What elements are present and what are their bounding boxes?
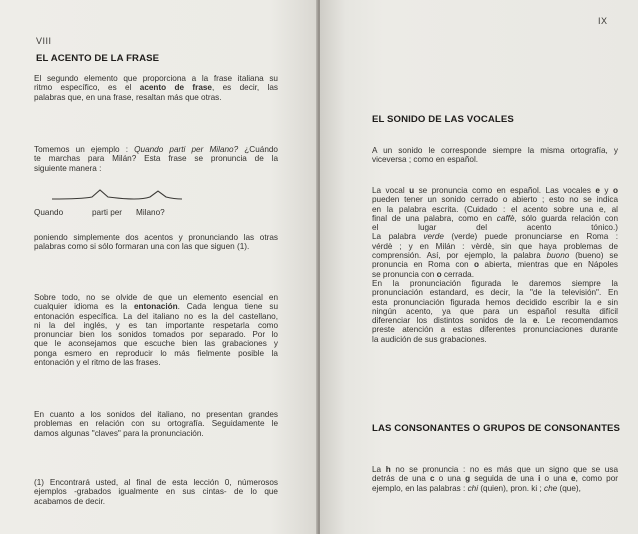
intonation-curve bbox=[34, 178, 214, 208]
bold-letter: o bbox=[474, 260, 480, 270]
paragraph-ortografia bbox=[372, 146, 618, 165]
italic-word: chi bbox=[467, 483, 479, 493]
bold-letter: e bbox=[571, 474, 576, 484]
text-span: se pronuncia con bbox=[372, 269, 437, 279]
bold-letter: o bbox=[436, 269, 442, 279]
page-number-left: VIII bbox=[36, 36, 52, 46]
text-line bbox=[34, 83, 278, 92]
bold-letter: c bbox=[429, 474, 435, 484]
text-line: Sobre todo, no se olvide de que un elemento esencial en bbox=[34, 293, 278, 302]
text-line: pronunciación estandard, es decir, la "de la televisión". En bbox=[372, 288, 618, 298]
text-line: entonación y el ritmo de las frases. bbox=[34, 358, 161, 368]
paragraph-vocales bbox=[372, 186, 618, 344]
right-page bbox=[320, 0, 638, 534]
text-span: seguida de una bbox=[470, 474, 539, 484]
text-line: en la palabra escrita. (Cuidado : el acento sobre una e, al bbox=[372, 204, 618, 214]
text-line: ni la del inglés, y es tan importante respetarla como bbox=[34, 320, 278, 330]
text-span: , como por bbox=[575, 474, 618, 484]
bold-letter: e bbox=[532, 316, 538, 326]
text-line: vérdè ; y en Milán : vèrdè, sin que haya problemas de bbox=[372, 241, 618, 251]
text-line bbox=[372, 251, 618, 260]
text-line: preste atención a estas diferentes pronunciaciones durante bbox=[372, 325, 618, 335]
text-span: ritmo específico, es el bbox=[34, 83, 140, 93]
text-span: . Le recomendamos bbox=[537, 316, 618, 326]
text-span: final de una palabra, como en bbox=[372, 213, 497, 223]
text-line bbox=[372, 214, 618, 223]
text-line: viceversa ; como en español. bbox=[372, 155, 479, 165]
bold-letter: o bbox=[612, 186, 618, 195]
text-span: (que), bbox=[557, 483, 581, 493]
text-span: Tomemos un ejemplo : bbox=[34, 145, 135, 154]
paragraph-consonantes bbox=[372, 465, 618, 493]
text-line bbox=[372, 474, 618, 483]
bold-term: entonación bbox=[133, 302, 178, 312]
text-line: la audición de sus grabaciones. bbox=[372, 334, 487, 344]
bold-letter: u bbox=[409, 186, 415, 195]
text-line: ningún acento, ya que para un español resulta difícil bbox=[372, 306, 618, 316]
text-span: abierta, mientras que en Nápoles bbox=[479, 260, 618, 270]
text-line: acabamos de decir. bbox=[34, 496, 106, 506]
left-page bbox=[0, 0, 318, 534]
italic-word: che bbox=[544, 483, 558, 493]
text-line: A un sonido le corresponde siempre la misma ortografía, y bbox=[372, 146, 618, 155]
text-line: El segundo elemento que proporciona a la frase italiana su bbox=[34, 74, 278, 83]
heading-consonantes: LAS CONSONANTES O GRUPOS DE CONSONANTES bbox=[372, 423, 621, 434]
text-line: (1) Encontrará usted, al final de esta lección 0, númerosos bbox=[34, 478, 278, 487]
page-number-right: IX bbox=[598, 16, 608, 26]
text-line: esta pronunciación figurada hemos decidido escribir la e sin bbox=[372, 297, 618, 307]
text-line: que le aconsejamos que escuche bien las grabaciones y bbox=[34, 339, 278, 349]
intonation-word: Milano? bbox=[136, 208, 165, 217]
text-span: . Cada lengua tiene su bbox=[177, 302, 279, 312]
text-span: detrás de una bbox=[372, 474, 430, 484]
bold-letter: e bbox=[595, 186, 600, 195]
text-span: ejemplo, en las palabras : bbox=[372, 483, 468, 493]
text-line bbox=[34, 145, 278, 154]
intonation-line bbox=[52, 190, 182, 199]
italic-word: caffè bbox=[496, 213, 515, 223]
text-line: En la pronunciación figurada le daremos siempre la bbox=[372, 278, 618, 288]
text-line: problemas en relación con su ortografía. Seguidamente le bbox=[34, 419, 278, 429]
text-span: (verde) puede pronunciarse en Roma : bbox=[443, 232, 618, 242]
text-line: entonación específica. La del italiano no es la del castellano, bbox=[34, 311, 278, 321]
text-line bbox=[372, 260, 618, 269]
paragraph-entonacion bbox=[34, 293, 278, 367]
bold-term: acento de frase bbox=[139, 83, 212, 93]
bold-letter: h bbox=[385, 465, 391, 474]
text-span: no se pronuncia : no es más que un signo que se usa bbox=[390, 465, 618, 474]
text-span: se pronuncia como en español. Las vocales bbox=[414, 186, 596, 195]
text-span: (quien), pron. ki ; bbox=[478, 483, 545, 493]
heading-sonido-vocales: EL SONIDO DE LAS VOCALES bbox=[372, 114, 514, 125]
text-span: y bbox=[599, 186, 613, 195]
italic-example: Quando parti per Milano? bbox=[134, 145, 239, 154]
intonation-word: Quando bbox=[34, 208, 64, 217]
italic-word: verde bbox=[423, 232, 444, 242]
text-line bbox=[34, 302, 278, 311]
text-line: pueden tener un sonido cerrado o abierto ; esto no se indica bbox=[372, 195, 618, 205]
text-span: La palabra bbox=[372, 232, 424, 242]
paragraph-example bbox=[34, 145, 278, 173]
text-span: ¿Cuándo bbox=[238, 145, 278, 154]
text-span: , sólo guarda relación con bbox=[514, 213, 619, 223]
paragraph-accents bbox=[34, 233, 278, 252]
text-line: En cuanto a los sonidos del italiano, no presentan grandes bbox=[34, 410, 278, 419]
text-line: te marchas para Milán? Esta frase se pronuncia de la bbox=[34, 154, 278, 164]
text-line: palabras que, en una frase, resaltan más que otras. bbox=[34, 92, 222, 102]
text-line bbox=[372, 232, 618, 241]
intonation-diagram bbox=[34, 178, 214, 218]
text-line: el lugar del acento tónico.) bbox=[372, 223, 618, 233]
text-line bbox=[372, 186, 618, 195]
text-line: poniendo simplemente dos acentos y pronunciando las otras bbox=[34, 233, 278, 242]
text-span: o una bbox=[434, 474, 466, 484]
text-line: damos algunas "claves" para la pronunciación. bbox=[34, 428, 204, 438]
text-span: (bueno) se bbox=[569, 251, 618, 261]
footnote bbox=[34, 478, 278, 506]
heading-acento-frase: EL ACENTO DE LA FRASE bbox=[36, 53, 160, 64]
bold-letter: g bbox=[465, 474, 471, 484]
text-line bbox=[372, 484, 618, 493]
text-line: ejemplos -grabados igualmente en sus cintas- de lo que bbox=[34, 487, 278, 497]
italic-word: buono bbox=[546, 251, 570, 261]
paragraph-sonidos bbox=[34, 410, 278, 438]
text-line: siguiente manera : bbox=[34, 163, 102, 173]
text-span: o una bbox=[540, 474, 572, 484]
text-span: pronuncia en Roma con bbox=[372, 260, 475, 270]
text-span: cerrada. bbox=[441, 269, 474, 279]
text-span: cualquier idioma es la bbox=[34, 302, 134, 312]
text-line bbox=[372, 270, 618, 279]
text-span: La bbox=[372, 465, 386, 474]
text-line bbox=[372, 465, 618, 474]
text-line: ponga esmero en reproducir lo más fielmente posible la bbox=[34, 348, 278, 358]
text-span: diferenciar los distintos sonidos de la bbox=[372, 316, 533, 326]
paragraph-acento-intro bbox=[34, 74, 278, 102]
bold-letter: i bbox=[538, 474, 541, 484]
text-line bbox=[372, 316, 618, 325]
text-line: palabras como si sólo formaran una con las que siguen (1). bbox=[34, 242, 250, 252]
text-line: pronunciar bien los sonidos tomados por separado. Por lo bbox=[34, 330, 278, 340]
text-span: , es decir, las bbox=[212, 83, 279, 93]
text-span: La vocal bbox=[372, 186, 410, 195]
intonation-word: parti per bbox=[92, 208, 123, 217]
text-span: comprensión. Así, por ejemplo, la palabra bbox=[372, 251, 547, 261]
